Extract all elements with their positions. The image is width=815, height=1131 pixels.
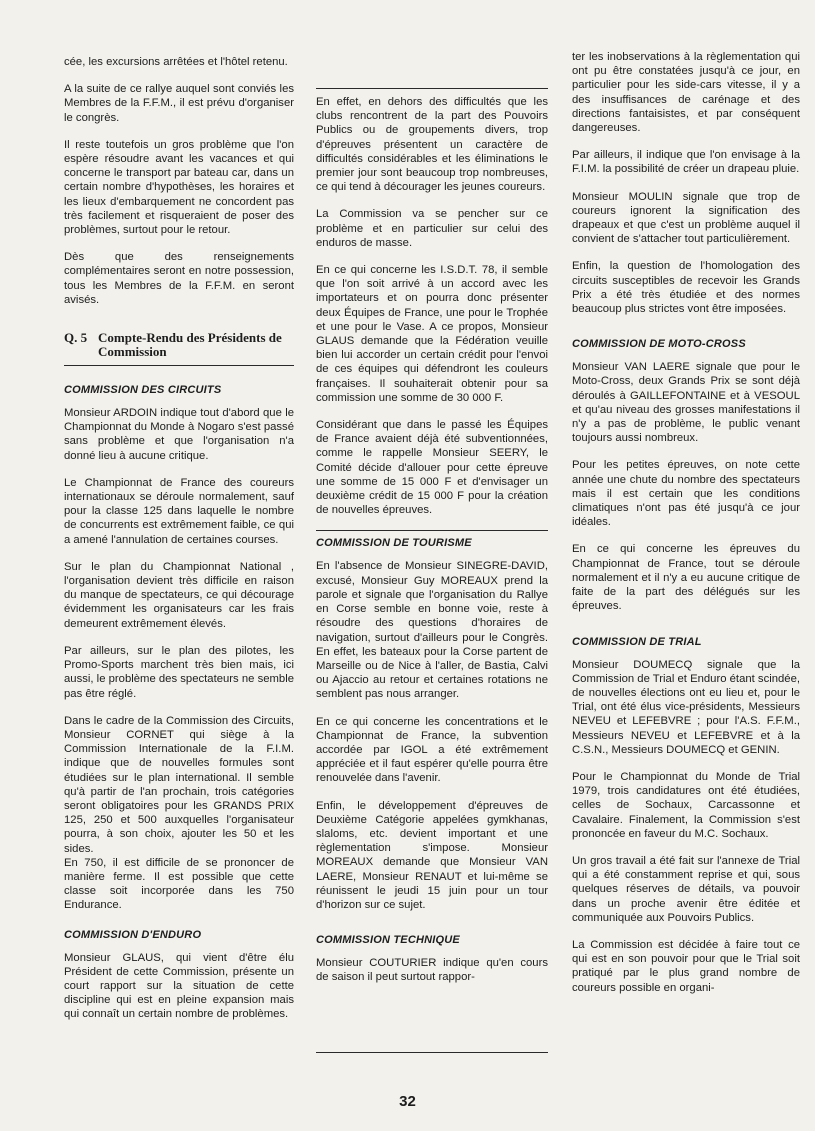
paragraph: En ce qui concerne les I.S.D.T. 78, il semble que l'on soit arrivé à un accord avec les importateurs et on pourra donc présenter deux Équipes de France, une pour le Trophée et une pour le Vase. A ce propos, Monsieur GLAUS demande que la Fédération veuille bien lui accorder un certain crédit pour l'envoi de ces équipes qui défendront les couleurs françaises. Il souhaiterait obtenir pour sa commission une somme de 30 000 F. — [316, 264, 548, 404]
divider — [316, 88, 548, 89]
heading-commission-circuits: COMMISSION DES CIRCUITS — [64, 384, 222, 397]
paragraph: La Commission va se pencher sur ce problème et en particulier sur celui des enduros de masse. — [316, 208, 548, 249]
paragraph: Monsieur DOUMECQ signale que la Commission de Trial et Enduro étant scindée, de nouvelles élections ont eu lieu et, pour le Trial, ont été élus vice-présidents, Messieurs NEVEU et LEFEBVRE ; pour l'A.S. F.F.M., Messieurs NEVEU et LEFEBVRE et à la C.S.N., Messieurs DOUMECQ et GENIN. — [572, 658, 800, 756]
divider — [316, 1052, 548, 1053]
paragraph: Le Championnat de France des coureurs internationaux se déroule normalement, sauf pour la classe 125 dans laquelle le nombre de concurrents est extrêmement faible, ce qui a amené l'annulation de certaines courses. — [64, 476, 294, 546]
paragraph: En ce qui concerne les épreuves du Championnat de France, tout se déroule normalement et il n'y a eu aucune critique de faite de la part des délégués sur les épreuves. — [572, 543, 800, 613]
divider — [316, 530, 548, 531]
paragraph: A la suite de ce rallye auquel sont conviés les Membres de la F.F.M., il est prévu d'organiser le congrès. — [64, 83, 294, 124]
section-number: Q. 5 — [64, 330, 88, 346]
paragraph: En l'absence de Monsieur SINEGRE-DAVID, excusé, Monsieur Guy MOREAUX prend la parole et signale que l'organisation du Rallye en Corse semble en bonne voie, reste à résoudre des questions d'horaires de navigation, surtout d'ailleurs pour le Congrès. En effet, les bateaux pour la Corse partent de Marseille ou de Nice à l'aller, de Bastia, Calvi ou Ajaccio au retour et certaines rotations ne semblent pas nous arranger. — [316, 560, 548, 701]
paragraph: Par ailleurs, sur le plan des pilotes, les Promo-Sports marchent très bien mais, ici aussi, le problème des spectateurs ne semble pas être réglé. — [64, 644, 294, 700]
paragraph: Pour les petites épreuves, on note cette année une chute du nombre des spectateurs mais il est certain que les conditions climatiques n'ont pas été jusqu'à ce jour idéales. — [572, 459, 800, 529]
paragraph: Monsieur COUTURIER indique qu'en cours de saison il peut surtout rappor- — [316, 957, 548, 984]
paragraph: Monsieur VAN LAERE signale que pour le Moto-Cross, deux Grands Prix se sont déjà déroulés à GAILLEFONTAINE et à VESOUL et qu'au niveau des grosses manifestations il n'y a pas de problème, le public venant toujours aussi nombreux. — [572, 361, 800, 445]
paragraph: Pour le Championnat du Monde de Trial 1979, trois candidatures ont été étudiées, celles de Sochaux, Carcassonne et Cavalaire. Finalement, la Commission s'est prononcée en faveur du M.C. Sochaux. — [572, 770, 800, 840]
column-middle — [316, 95, 548, 998]
heading-commission-enduro: COMMISSION D'ENDURO — [64, 928, 202, 941]
heading-commission-technique: COMMISSION TECHNIQUE — [316, 934, 460, 947]
paragraph: En ce qui concerne les concentrations et le Championnat de France, la subvention accordée par IGOL a été extrêmement appréciée et il faut espérer qu'elle pourra être renouvelée dans l'avenir. — [316, 715, 548, 785]
paragraph: Considérant que dans le passé les Équipes de France avaient déjà été subventionnées, comme le rappelle Monsieur SEERY, le Comité décide d'allouer pour cette épreuve une somme de 15 000 F et d'envisager un deuxième crédit de 15 000 F pour la création de nouvelles épreuves. — [316, 419, 548, 517]
paragraph: En 750, il est difficile de se prononcer de manière ferme. Il est possible que cette classe soit incorporée dans les 750 Endurance. — [64, 856, 294, 912]
column-right — [572, 50, 800, 1008]
paragraph: ter les inobservations à la règlementation qui ont pu être constatées jusqu'à ce jour, en particulier pour les side-cars vitesse, il y a des insuffisances de carénage et des directions fantaisistes, et par conséquent dangereuses. — [572, 51, 800, 135]
paragraph: Monsieur MOULIN signale que trop de coureurs ignorent la signification des drapeaux et que c'est un problème auquel il convient de s'attacher tout particulièrement. — [572, 190, 800, 246]
paragraph: Enfin, le développement d'épreuves de Deuxième Catégorie appelées gymkhanas, slaloms, etc. devient important et une règlementation s'impose. Monsieur MOREAUX demande que Monsieur VAN LAERE, Monsieur RENAUT et lui-même se réunissent le jeudi 15 juin pour un tour d'horizon sur ce sujet. — [316, 799, 548, 911]
paragraph: Il reste toutefois un gros problème que l'on espère résoudre avant les vacances et qui concerne le transport par bateau car, dans un certain nombre d'hypothèses, les horaires et les lieux d'embarquement ne concordent pas très facilement et risqueraient de poser des problèmes, surtout pour le retour. — [64, 138, 294, 237]
section-title: Compte-Rendu des Présidents de Commission — [98, 330, 282, 360]
paragraph: Enfin, la question de l'homologation des circuits susceptibles de recevoir les Grands Prix a été très étudiée et des normes beaucoup plus strictes vont être imposées. — [572, 260, 800, 316]
heading-commission-motocross: COMMISSION DE MOTO-CROSS — [572, 338, 746, 351]
paragraph: cée, les excursions arrêtées et l'hôtel retenu. — [64, 56, 288, 68]
paragraph: Dans le cadre de la Commission des Circuits, Monsieur CORNET qui siège à la Commission Internationale de la F.I.M. indique que de nouvelles formules sont étudiées sur le plan international. Il semble qu'à partir de l'an prochain, trois catégories seront obligatoires pour les GRANDS PRIX 125, 250 et 500 auxquelles l'organisateur pourra, à son choix, ajouter les 50 et les sides. — [64, 714, 294, 855]
paragraph: Par ailleurs, il indique que l'on envisage à la F.I.M. la possibilité de créer un drapeau pluie. — [572, 149, 800, 176]
heading-commission-tourisme: COMMISSION DE TOURISME — [316, 537, 472, 550]
paragraph: Monsieur GLAUS, qui vient d'être élu Président de cette Commission, présente un court rapport sur la situation de cette discipline qui est en pleine expansion mais qui connaît un certain nombre de problèmes. — [64, 951, 294, 1021]
section-q5-heading — [64, 331, 294, 359]
divider — [64, 365, 294, 366]
heading-commission-trial: COMMISSION DE TRIAL — [572, 635, 702, 648]
paragraph: Dès que des renseignements complémentaires seront en notre possession, tous les Membres de la F.F.M. en seront avisés. — [64, 251, 294, 306]
column-left — [64, 55, 294, 1035]
paragraph: Monsieur ARDOIN indique tout d'abord que le Championnat du Monde à Nogaro s'est passé sans problème et que l'organisation n'a donné lieu à aucune critique. — [64, 407, 294, 462]
paragraph: Un gros travail a été fait sur l'annexe de Trial qui a été constamment reprise et qui, sous quelques réserves de détails, va pouvoir dans un proche avenir être éditée et communiquée aux Pouvoirs Publics. — [572, 854, 800, 924]
paragraph: Sur le plan du Championnat National , l'organisation devient très difficile en raison du manque de spectateurs, ce qui décourage évidemment les organisateurs car les frais demeurent extrêmement élevés. — [64, 560, 294, 630]
paragraph: La Commission est décidée à faire tout ce qui est en son pouvoir pour que le Trial soit pratiqué par le plus grand nombre de coureurs possible en organi- — [572, 938, 800, 994]
page-number: 32 — [399, 1093, 416, 1110]
paragraph: En effet, en dehors des difficultés que les clubs rencontrent de la part des Pouvoirs Publics ou de groupements divers, trop d'épreuves présentent un caractère de difficultés considérables et les éliminations le premier jour sont beaucoup trop nombreuses, ce qui tend à décourager les jeunes coureurs. — [316, 96, 548, 194]
